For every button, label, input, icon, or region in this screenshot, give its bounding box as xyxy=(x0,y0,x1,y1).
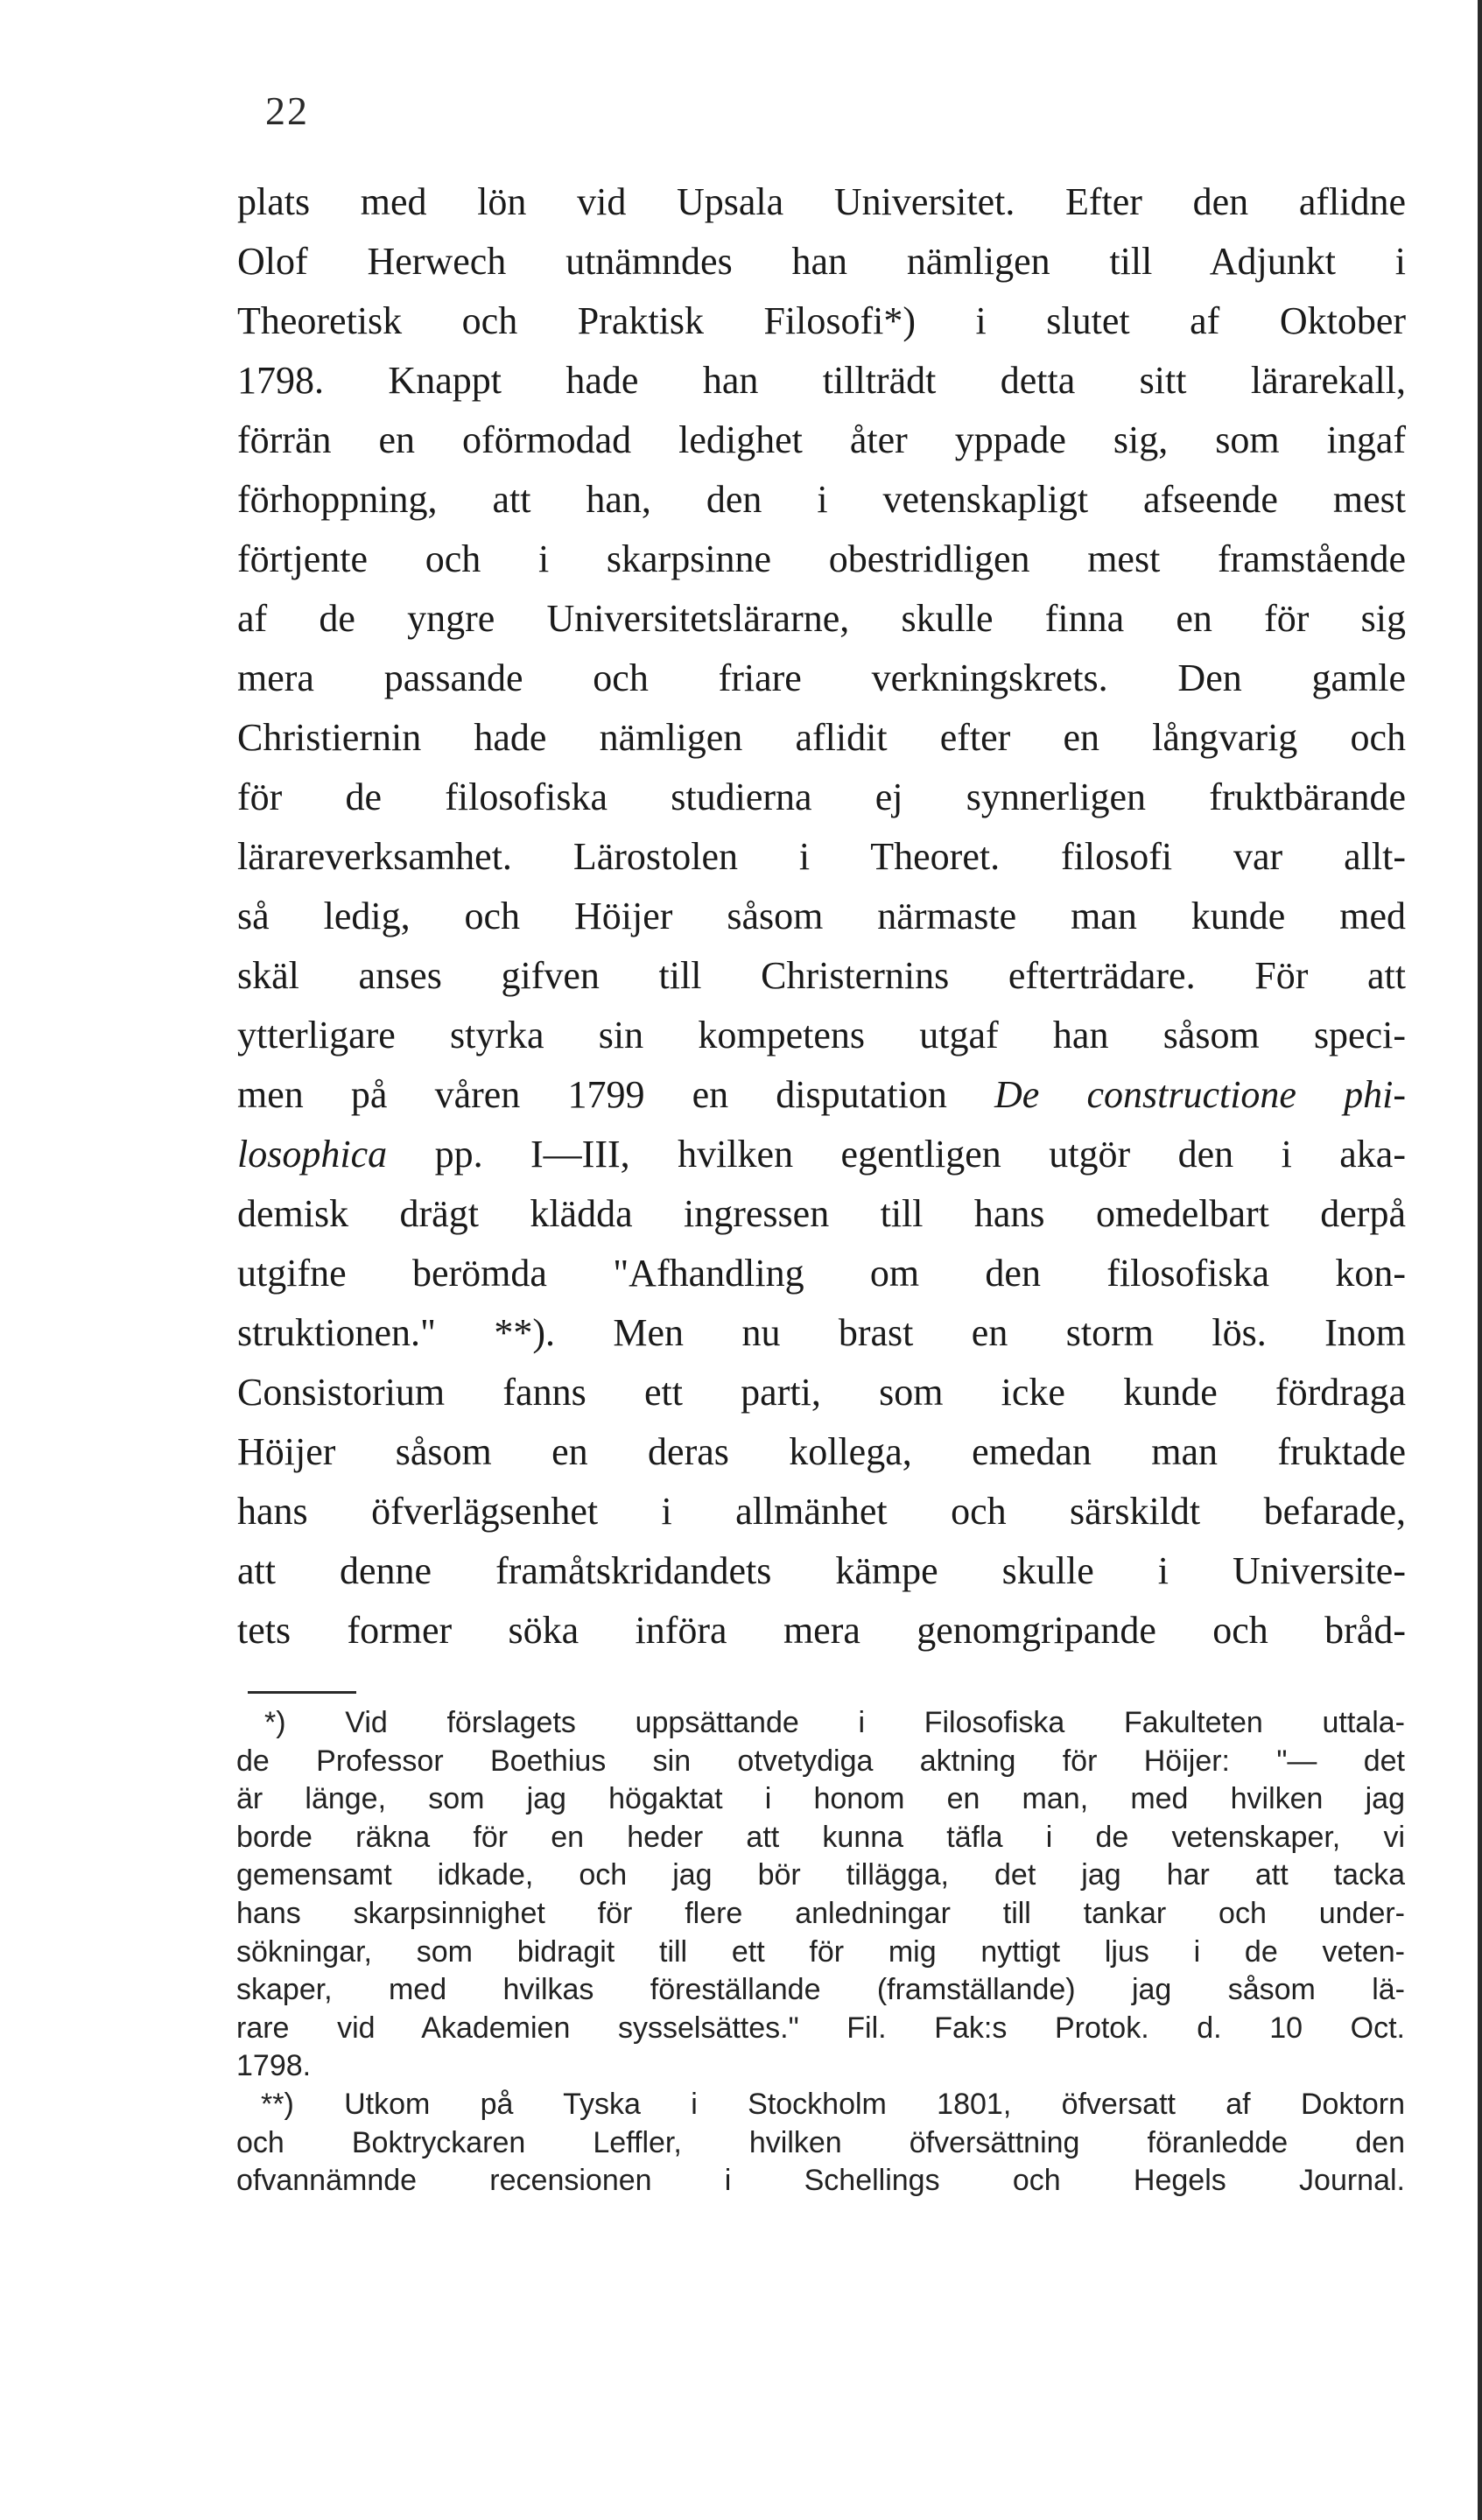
footnote-line: rare vid Akademien sysselsättes." Fil. Fak:s Protok. d. 10 Oct. xyxy=(236,2011,1405,2045)
footnote-line: är länge, som jag högaktat i honom en man, med hvilken jag xyxy=(236,1782,1405,1816)
body-line: Olof Herwech utnämndes han nämligen till Adjunkt i xyxy=(237,240,1406,283)
footnote-line: **) Utkom på Tyska i Stockholm 1801, öfversatt af Doktorn xyxy=(261,2087,1405,2121)
footnotes xyxy=(236,1704,1405,2201)
body-line: struktionen." **). Men nu brast en storm lös. Inom xyxy=(237,1311,1406,1354)
footnote-line: och Boktryckaren Leffler, hvilken öfversättning föranledde den xyxy=(236,2125,1405,2159)
body-line: så ledig, och Höijer såsom närmaste man kunde med xyxy=(237,895,1406,937)
body-line: hans öfverlägsenhet i allmänhet och särskildt befarade, xyxy=(237,1490,1406,1533)
latin-title: De constructione phi- xyxy=(994,1073,1406,1116)
body-line: af de yngre Universitetslärarne, skulle finna en för sig xyxy=(237,597,1406,640)
body-line: utgifne berömda "Afhandling om den filosofiska kon- xyxy=(237,1252,1406,1295)
body-line: tets former söka införa mera genomgripande och bråd- xyxy=(237,1609,1406,1652)
footnote-line: *) Vid förslagets uppsättande i Filosofiska Fakulteten uttala- xyxy=(264,1706,1405,1739)
body-line: ytterligare styrka sin kompetens utgaf han såsom speci- xyxy=(237,1014,1406,1056)
page-number: 22 xyxy=(265,88,309,133)
body-line: 1798. Knappt hade han tillträdt detta sitt lärarekall, xyxy=(237,359,1406,402)
body-line: förrän en oförmodad ledighet åter yppade sig, som ingaf xyxy=(237,418,1406,461)
body-line: lärareverksamhet. Lärostolen i Theoret. filosofi var allt- xyxy=(237,835,1406,878)
body-text xyxy=(237,172,1406,1660)
footnote-line: gemensamt idkade, och jag bör tillägga, det jag har att tacka xyxy=(236,1858,1405,1892)
footnote-line: ofvannämnde recensionen i Schellings och Hegels Journal. xyxy=(236,2164,1405,2198)
body-line: Consistorium fanns ett parti, som icke kunde fördraga xyxy=(237,1371,1406,1414)
body-line: Theoretisk och Praktisk Filosofi*) i slutet af Oktober xyxy=(237,299,1406,342)
body-line: skäl anses gifven till Christernins efterträdare. För att xyxy=(237,954,1406,997)
footnote-line: 1798. xyxy=(236,2049,312,2083)
body-line: men på våren 1799 en disputation De constructione phi- xyxy=(237,1073,1406,1116)
footnote-line: de Professor Boethius sin otvetydiga aktning för Höijer: "— det xyxy=(236,1744,1405,1778)
body-line: för de filosofiska studierna ej synnerligen fruktbärande xyxy=(237,776,1406,818)
body-line: plats med lön vid Upsala Universitet. Efter den aflidne xyxy=(237,180,1406,223)
footnote-line: hans skarpsinnighet för flere anledningar till tankar och under- xyxy=(236,1896,1405,1930)
footnote-line: skaper, med hvilkas föreställande (framställande) jag såsom lä- xyxy=(236,1973,1405,2007)
body-line: mera passande och friare verkningskrets. Den gamle xyxy=(237,656,1406,699)
body-line: att denne framåtskridandets kämpe skulle i Universite- xyxy=(237,1549,1406,1592)
body-line: förtjente och i skarpsinne obestridligen mest framstående xyxy=(237,537,1406,580)
body-line: förhoppning, att han, den i vetenskapligt afseende mest xyxy=(237,478,1406,521)
body-line: Christiernin hade nämligen aflidit efter en långvarig och xyxy=(237,716,1406,759)
footnote-line: sökningar, som bidragit till ett för mig nyttigt ljus i de veten- xyxy=(236,1934,1405,1969)
footnote-divider xyxy=(248,1691,356,1694)
footnote-line: borde räkna för en heder att kunna täfla i de vetenskaper, vi xyxy=(236,1820,1405,1854)
body-line: demisk drägt klädda ingressen till hans omedelbart derpå xyxy=(237,1192,1406,1235)
body-line: Höijer såsom en deras kollega, emedan man fruktade xyxy=(237,1430,1406,1473)
latin-title: losophica xyxy=(237,1133,388,1176)
body-line: losophica pp. I—III, hvilken egentligen utgör den i aka- xyxy=(237,1133,1406,1176)
page-edge xyxy=(1478,0,1482,2520)
